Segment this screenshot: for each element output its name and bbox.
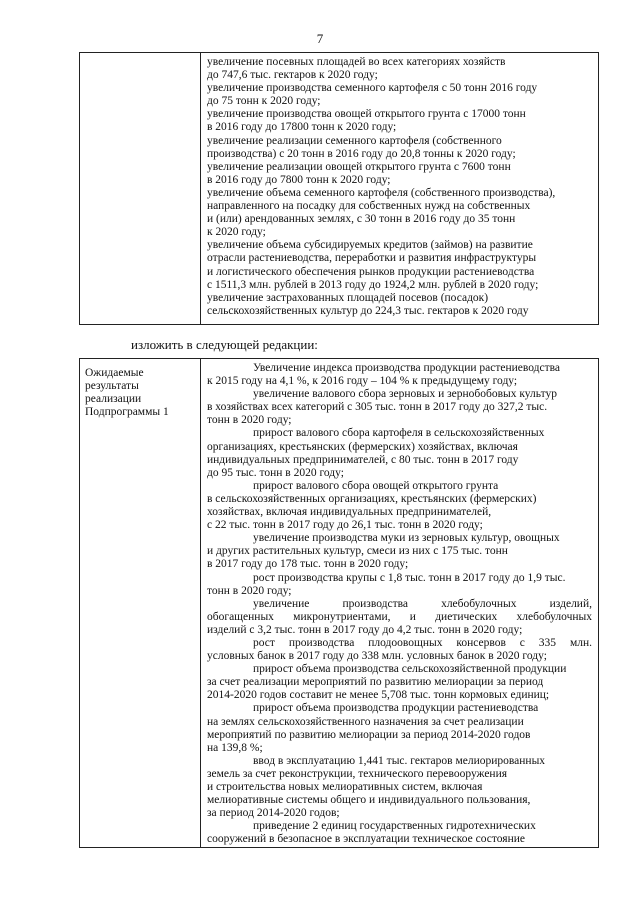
text-line: хозяйствах, включая индивидуальных предпринимателей, <box>207 506 492 519</box>
text-line: и других растительных культур, смеси из них с 175 тыс. тонн <box>207 545 508 558</box>
text-line: увеличение объема семенного картофеля (собственного производства), <box>207 186 556 199</box>
table-left-cell <box>80 53 201 324</box>
text-line: обогащенных микронутриентами, и диетических хлебобулочных <box>207 610 592 623</box>
results-text-block <box>200 359 598 846</box>
text-line: к 2015 году на 4,1 %, к 2016 году – 104 % к предыдущему году; <box>207 375 518 388</box>
text-line: в 2017 году до 178 тыс. тонн в 2020 году; <box>207 558 409 571</box>
table-new-edition <box>79 358 599 848</box>
text-line: индивидуальных предпринимателей, с 80 тыс. тонн в 2017 году <box>207 453 519 466</box>
text-line: до 75 тонн к 2020 году; <box>207 95 321 108</box>
text-line: за счет реализации мероприятий по развитию мелиорации за период <box>207 676 544 689</box>
text-line: увеличение производства семенного картофеля с 50 тонн 2016 году <box>207 82 538 95</box>
text-line: до 747,6 тыс. гектаров к 2020 году; <box>207 69 378 82</box>
text-line: на 139,8 %; <box>207 741 263 754</box>
text-line: с 22 тыс. тонн в 2017 году до 26,1 тыс. тонн в 2020 году; <box>207 519 483 532</box>
text-line: отрасли растениеводства, переработки и развития инфраструктуры <box>207 252 537 265</box>
text-line: приведение 2 единиц государственных гидротехнических <box>253 820 536 833</box>
label-line: Подпрограммы 1 <box>85 406 169 419</box>
text-line: тонн в 2020 году; <box>207 414 292 427</box>
label-line: Ожидаемые <box>85 367 144 379</box>
text-line: в 2016 году до 7800 тонн к 2020 году; <box>207 173 391 186</box>
text-line: увеличение валового сбора зерновых и зернобобовых культур <box>253 388 557 401</box>
text-line: тонн в 2020 году; <box>207 584 292 597</box>
text-line: земель за счет реконструкции, технического перевооружения <box>207 767 508 780</box>
text-line: с 1511,3 млн. рублей в 2013 году до 1924,2 млн. рублей в 2020 году; <box>207 278 539 291</box>
label-line: результаты <box>85 380 139 393</box>
text-line: и строительства новых мелиоративных систем, включая <box>207 781 483 793</box>
text-line: изделий с 3,2 тыс. тонн в 2017 году до 4,2 тыс. тонн в 2020 году; <box>207 623 523 636</box>
table-right-cell <box>200 359 598 847</box>
row-label <box>80 359 200 419</box>
text-line: увеличение производства хлебобулочных изделий, <box>253 597 592 610</box>
text-line: увеличение застрахованных площадей посевов (посадок) <box>207 291 489 304</box>
text-line: и (или) арендованных землях, с 30 тонн в 2016 году до 35 тонн <box>207 213 516 226</box>
text-line: сельскохозяйственных культур до 224,3 тыс. гектаров к 2020 году <box>207 304 529 317</box>
page-number: 7 <box>316 31 324 46</box>
text-line: рост производства крупы с 1,8 тыс. тонн в 2017 году до 1,9 тыс. <box>253 571 566 584</box>
text-line: производства) с 20 тонн в 2016 году до 20,8 тонны к 2020 году; <box>207 147 516 160</box>
text-line: направленного на посадку для собственных нужд на собственных <box>207 200 531 213</box>
text-line: увеличение производства овощей открытого грунта с 17000 тонн <box>207 108 526 121</box>
text-line: в хозяйствах всех категорий с 305 тыс. тонн в 2017 году до 327,2 тыс. <box>207 401 548 414</box>
text-line: прирост валового сбора овощей открытого грунта <box>253 479 499 492</box>
text-line: Увеличение индекса производства продукции растениеводства <box>253 362 561 374</box>
text-line: увеличение посевных площадей во всех категориях хозяйств <box>207 56 506 68</box>
section-intro: изложить в следующей редакции: <box>131 337 318 352</box>
text-line: рост производства плодоовощных консервов с 335 млн. <box>253 636 592 649</box>
table-previous-edition <box>79 52 599 325</box>
text-line: за период 2014-2020 годов; <box>207 807 340 820</box>
text-line: прирост объема производства продукции растениеводства <box>253 702 539 715</box>
text-line: увеличение реализации семенного картофеля (собственного <box>207 134 502 147</box>
text-line: и логистического обеспечения рынков продукции растениеводства <box>207 265 535 278</box>
text-line: в 2016 году до 17800 тонн к 2020 году; <box>207 121 397 134</box>
text-line: ввод в эксплуатацию 1,441 тыс. гектаров мелиорированных <box>253 754 546 767</box>
results-text-block <box>200 53 598 318</box>
text-line: условных банок в 2017 году до 338 млн. условных банок в 2020 году; <box>207 650 547 663</box>
text-line: прирост валового сбора картофеля в сельскохозяйственных <box>253 427 545 440</box>
text-line: мероприятий по развитию мелиорации за период 2014-2020 годов <box>207 728 531 741</box>
label-line: реализации <box>85 393 142 406</box>
text-line: увеличение объема субсидируемых кредитов (займов) на развитие <box>207 239 533 252</box>
text-line: на землях сельскохозяйственного назначения за счет реализации <box>207 715 524 728</box>
text-line: сооружений в безопасное в эксплуатации техническое состояние <box>207 833 525 846</box>
text-line: мелиоративные системы общего и индивидуального пользования, <box>207 794 531 807</box>
text-line: к 2020 году; <box>207 226 266 239</box>
text-line: организациях, крестьянских (фермерских) хозяйствах, включая <box>207 440 518 453</box>
table-left-cell <box>80 359 201 847</box>
table-right-cell <box>200 53 598 324</box>
text-line: увеличение производства муки из зерновых культур, овощных <box>253 532 560 545</box>
text-line: в сельскохозяйственных организациях, крестьянских (фермерских) <box>207 492 537 505</box>
text-line: увеличение реализации овощей открытого грунта с 7600 тонн <box>207 160 511 173</box>
text-line: прирост объема производства сельскохозяйственной продукции <box>253 663 567 676</box>
text-line: 2014-2020 годов составит не менее 5,708 тыс. тонн кормовых единиц; <box>207 689 550 702</box>
text-line: до 95 тыс. тонн в 2020 году; <box>207 466 344 479</box>
